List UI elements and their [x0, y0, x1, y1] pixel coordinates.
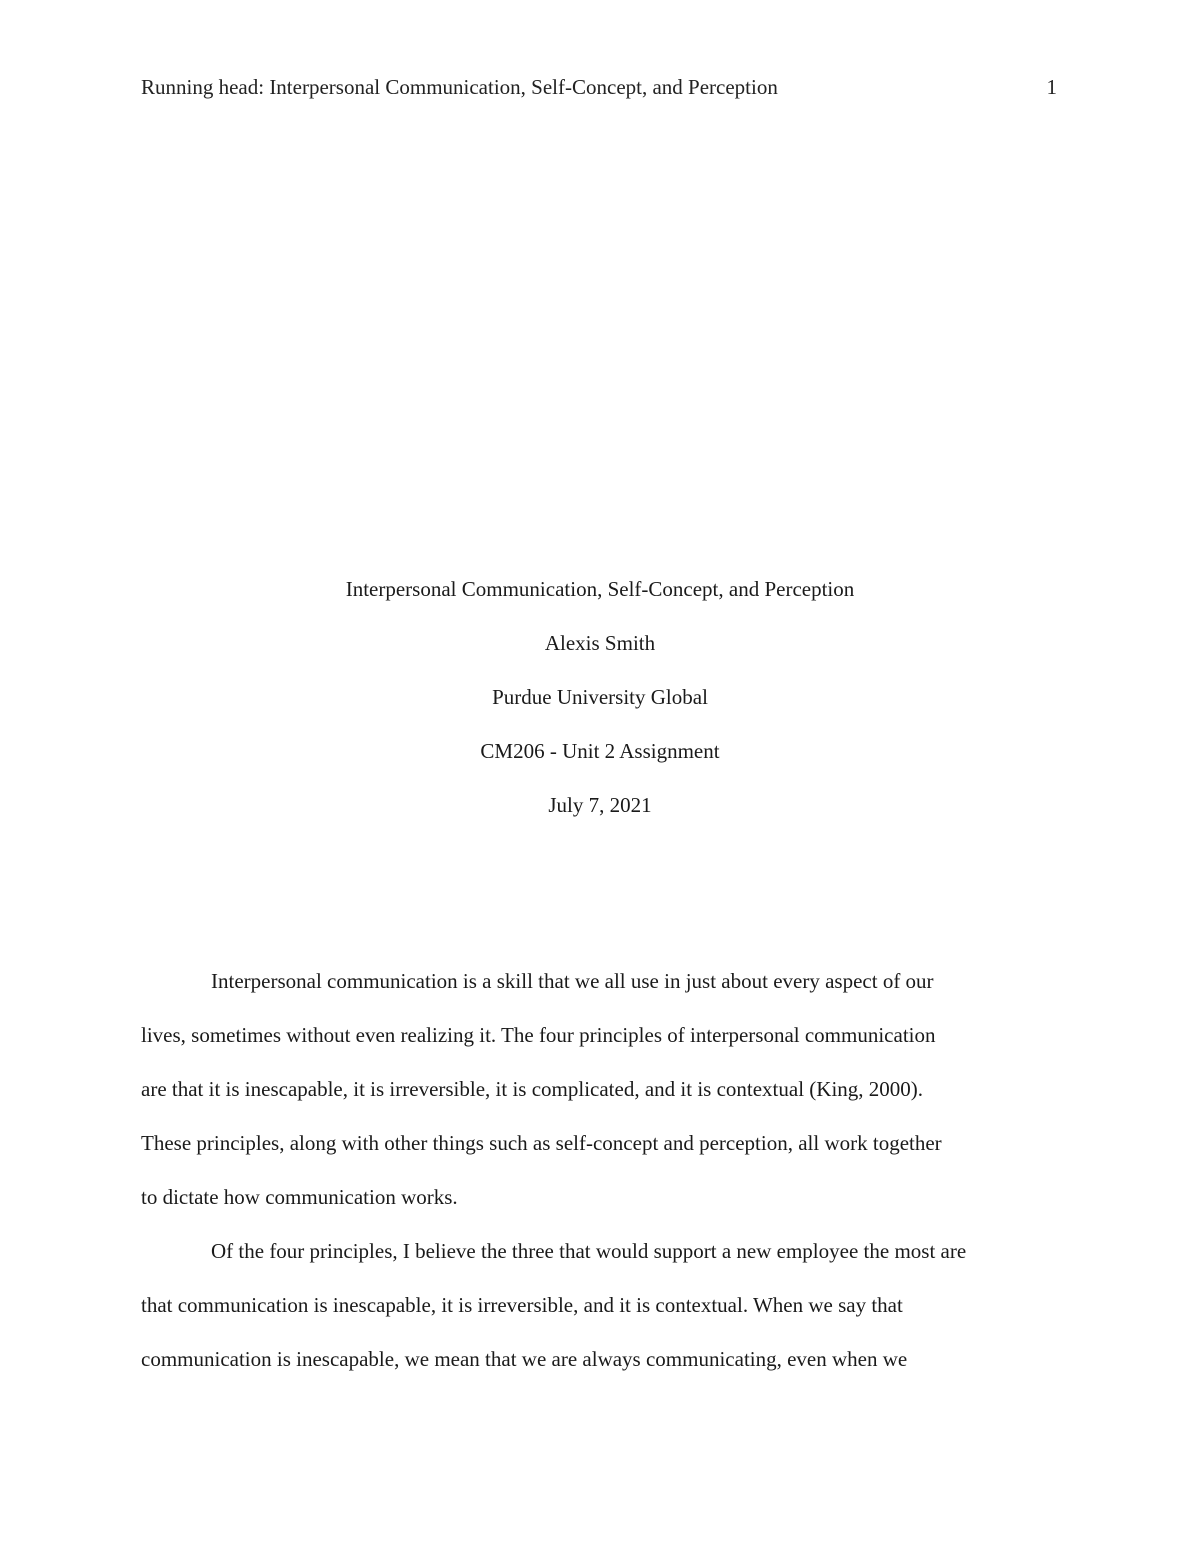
title-block: [0, 575, 1200, 845]
running-head-text: Running head: Interpersonal Communication, Self-Concept, and Perception: [141, 75, 778, 99]
course-info: CM206 - Unit 2 Assignment: [480, 739, 720, 763]
paper-title: Interpersonal Communication, Self-Concept, and Perception: [345, 577, 855, 601]
institution: Purdue University Global: [492, 685, 708, 709]
author-name: Alexis Smith: [544, 631, 656, 655]
page-number: 1: [1046, 75, 1057, 99]
paragraph-2-line-3: communication is inescapable, we mean that we are always communicating, even when we: [141, 1347, 908, 1371]
paragraph-2-line-1: Of the four principles, I believe the three that would support a new employee the most are: [211, 1239, 967, 1263]
body-text: [141, 954, 1061, 1386]
paragraph-1-line-1: Interpersonal communication is a skill that we all use in just about every aspect of our: [211, 969, 934, 993]
paragraph-1-line-5: to dictate how communication works.: [141, 1185, 458, 1209]
running-head: [141, 73, 1057, 101]
paragraph-1-line-2: lives, sometimes without even realizing it. The four principles of interpersonal communication: [141, 1023, 936, 1047]
paragraph-1-line-4: These principles, along with other things such as self-concept and perception, all work together: [141, 1131, 942, 1155]
paper-date: July 7, 2021: [548, 793, 652, 817]
paragraph-1-line-3: are that it is inescapable, it is irreversible, it is complicated, and it is contextual (King, 2000).: [141, 1077, 924, 1101]
paragraph-2-line-2: that communication is inescapable, it is irreversible, and it is contextual. When we say that: [141, 1293, 903, 1317]
